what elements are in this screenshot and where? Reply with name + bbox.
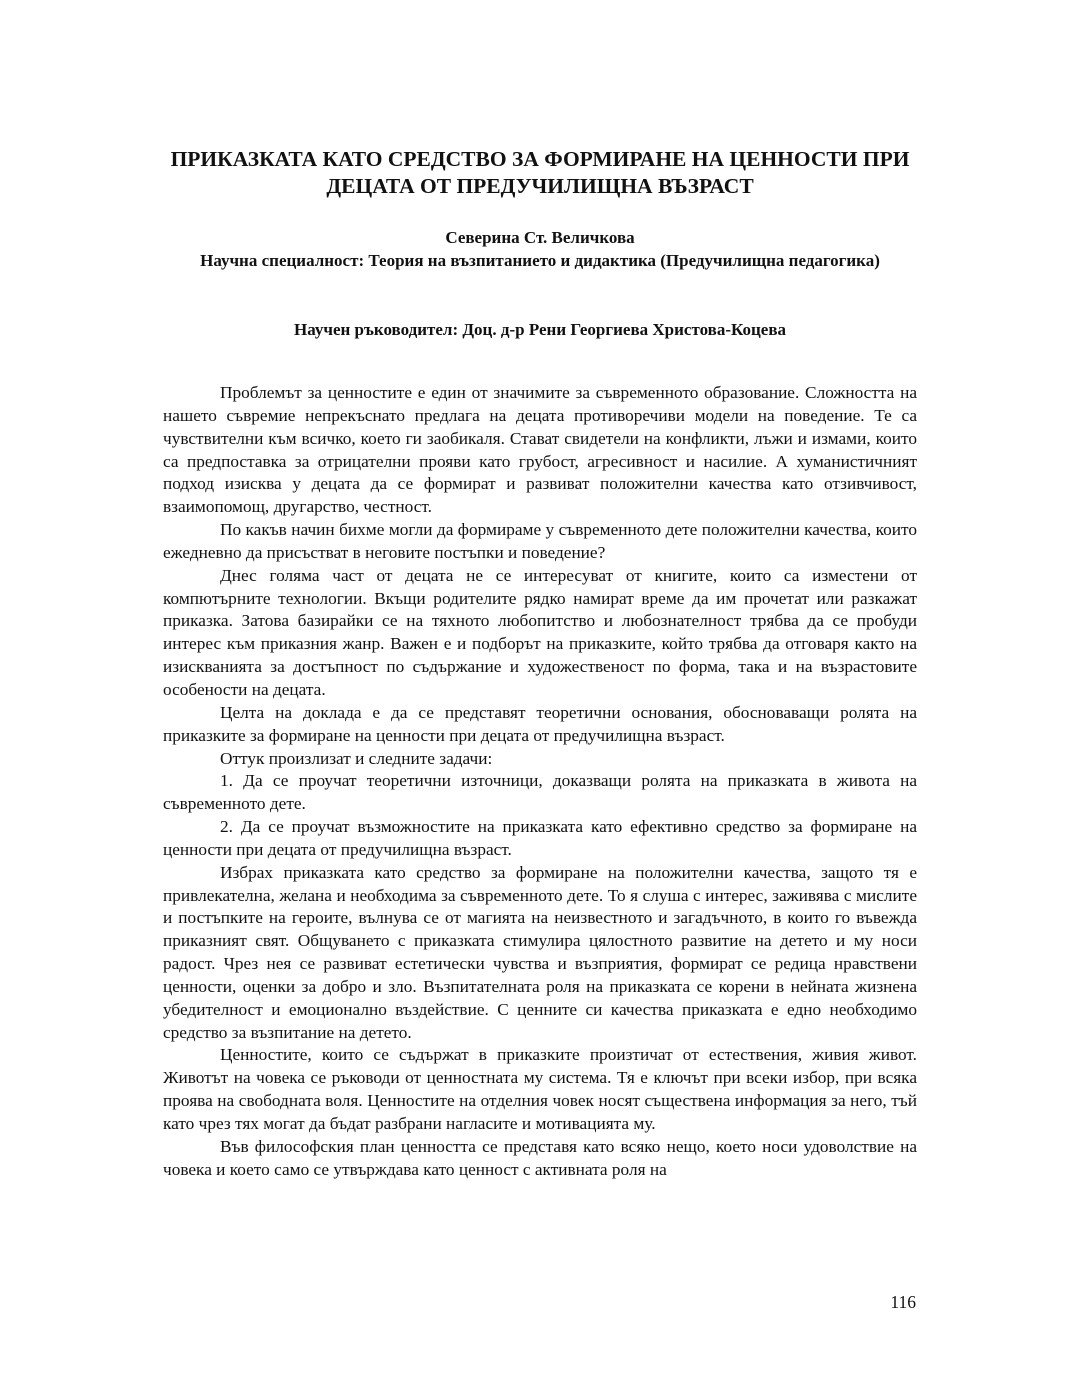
scientific-specialty: Научна специалност: Теория на възпитанието и дидактика (Предучилищна педагогика) [200, 251, 880, 270]
paragraph: По какъв начин бихме могли да формираме у съвременното дете положителни качества, които ежедневно да присъстват в неговите постъпки и поведение? [163, 520, 917, 562]
paragraph: 1. Да се проучат теоретични източници, доказващи ролята на приказката в живота на съвременното дете. [163, 771, 917, 814]
paragraph: Проблемът за ценностите е един от значимите за съвременното образование. Сложността на нашето съвремие непрекъснато предлага на децата противоречиви модели на поведение. Те са чувствителни към всичко, което ги заобикаля. Стават свидетели на конфликти, лъжи и измами, които са предпоставка за отрицателни прояви като грубост, агресивност и насилие. А хуманистичният подход изисква у децата да се формират и развиват положителни качества като отзивчивост, взаимопомощ, другарство, честност. [163, 383, 917, 517]
paragraph: 2. Да се проучат възможностите на приказката като ефективно средство за формиране на ценности при децата от предучилищна възраст. [163, 817, 917, 859]
paragraph: Ценностите, които се съдържат в приказките произтичат от естествения, живия живот. Животът на човека се ръководи от ценностната му система. Тя е ключът при всеки избор, при всяка проява на свободната воля. Ценностите на отделния човек носят съществена информация за него, тъй като чрез тях могат да бъдат разбрани нагласите и мотивацията му. [163, 1045, 917, 1133]
paragraph: Оттук произлизат и следните задачи: [220, 748, 493, 768]
paragraph: Избрах приказката като средство за формиране на положителни качества, защото тя е привлекателна, желана и необходима за съвременното дете. То я слуша с интерес, заживява с мислите и постъпките на героите, вълнува се от магията на неизвестното и загадъчното, в които го въвежда приказният свят. Общуването с приказката стимулира цялостното развитие на детето и му носи радост. Чрез нея се развиват естетически чувства и възприятия, формират се редица нравствени ценности, оценки за добро и зло. Възпитателната роля на приказката се корени в нейната жизнена убедителност и емоционално въздействие. С ценните си качества приказката е едно необходимо средство за възпитание на детето. [163, 862, 917, 1042]
document-title: ПРИКАЗКАТА КАТО СРЕДСТВО ЗА ФОРМИРАНЕ НА ЦЕННОСТИ ПРИ ДЕЦАТА ОТ ПРЕДУЧИЛИЩНА ВЪЗРАСТ [170, 147, 910, 198]
page-number: 116 [890, 1292, 916, 1312]
author-block [150, 226, 930, 272]
paragraph: Във философския план ценността се представя като всяко нещо, което носи удоволствие на човека и което само се утвърждава като ценност с активната роля на [163, 1136, 917, 1179]
body-text [163, 382, 917, 1182]
paragraph: Днес голяма част от децата не се интересуват от книгите, които са изместени от компютърните технологии. Вкъщи родителите рядко намират време да им прочетат или разкажат приказка. Затова базирайки се на тяхното любопитство и любознателност трябва да се пробуди интерес към приказния жанр. Важен е и подборът на приказките, който трябва да отговаря както на изискванията за достъпност по съдържание и художественост по форма, така и на възрастовите особености на децата. [163, 565, 917, 699]
author-name: Северина Ст. Величкова [445, 228, 635, 247]
paragraph: Целта на доклада е да се представят теоретични основания, обосноваващи ролята на приказките за формиране на ценности при децата от предучилищна възраст. [163, 702, 917, 745]
scientific-supervisor: Научен ръководител: Доц. д-р Рени Георгиева Христова-Коцева [294, 320, 786, 339]
